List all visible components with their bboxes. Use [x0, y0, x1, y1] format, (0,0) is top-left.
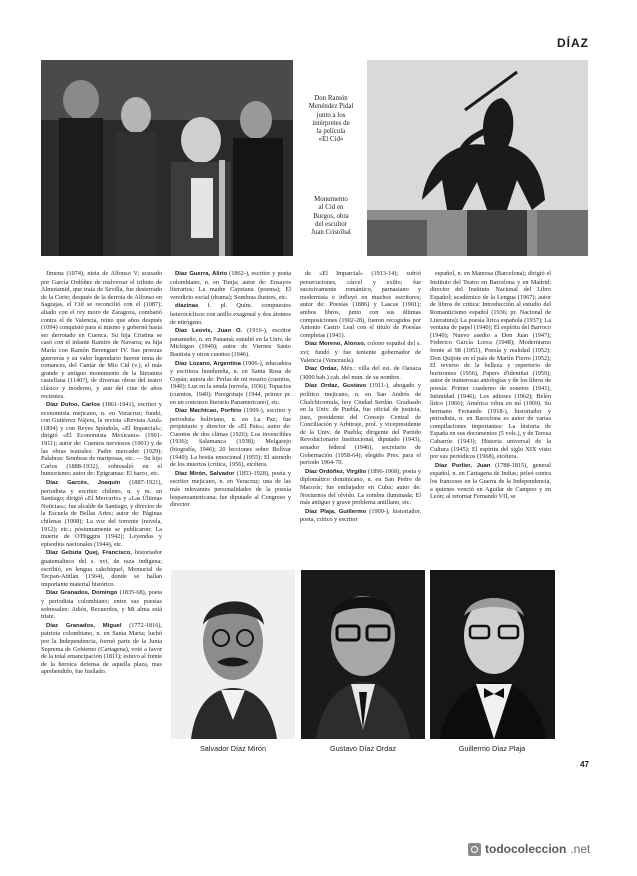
text-column-3	[300, 270, 421, 566]
watermark	[468, 842, 590, 856]
portrait-salvador-diaz-miron	[171, 570, 295, 739]
portrait-caption: Guillermo Díaz Plaja	[458, 744, 526, 753]
dictionary-entry: Díaz Ordóñez, Virgilio (1896-1968), poeta y diplomático dominicano, n. en San Pedro de Macorís; fue embajador en Cuba; autor de: Nocturnos del olvido. La sombra iluminada; El más antiguo y grave problema antillano, etc.	[300, 467, 422, 507]
dictionary-entry: Díaz Ordaz, Méx.: villa del est. de Oaxaca (3000 hab.) cab. del mun. de su nombre.	[300, 365, 422, 381]
text-column-1	[41, 270, 162, 747]
dictionary-entry: diazinas f. pl. Quím. compuestos heterocíclicos con anillo exagonal y dos átomos de nitrógeno.	[170, 302, 291, 326]
portrait-caption: Salvador Díaz Mirón	[199, 744, 267, 753]
dictionary-entry: Díaz Leovis, Juan O. (1916-), escritor panameño, n. en Panamá; estudió en la Univ. de Michigan (1949); autor de Viernes Santo Bautista y otros cuentos (1946).	[170, 327, 291, 358]
caption-el-cid-film: Don Ramón Menéndez Pidal junto a los intérpretes de la película «El Cid»	[308, 95, 354, 144]
dictionary-entry: Díaz Garcés, Joaquín (1887-1921), periodista y escritor chileno, n. y m. en Santiago; dirigió «El Mercurio» y «Las Últimas Noticias»; fue alcalde de Santiago, y director de la Escuela de Bellas Artes; autor de: Páginas chilenas (1908); La voz del torrente (novela, 1912); etc.; póstumamente se publicaron: La muerte de O'Higgins (1942); Leyendas y episodios nacionales (1944), etc.	[41, 479, 162, 548]
page-number: 47	[580, 760, 589, 769]
caption-cid-monument: Monumento al Cid en Burgos, obra del escultor Juan Cristóbal	[311, 196, 351, 237]
dictionary-entry: Díaz Moreno, Alonso, colono español del s. xvi; fundó y fue teniente gobernador de Valencia (Venezuela).	[300, 340, 421, 364]
photo-cid-monument	[367, 60, 588, 256]
dictionary-entry: Díaz Granados, Domingo (1835-68), poeta y periodista colombiano; entre sus poesías sobresalen: Adiós, Recuerdos, y Mi alma está triste.	[41, 589, 163, 621]
text-column-2	[170, 270, 291, 566]
dictionary-entry: Díaz Machicao, Porfirio (1909-), escritor y periodista boliviano, n. en La Paz; fue propietario y director de «El Pais»; autor de: Cuentos de dos climas (1926); Los invencibles (1936); Salamanca (1938); Melgarejo (biografía, 1946); 20 lecciones sobre Bolívar (1949); La bestia emocional (1955); El atenedo de los muertos (crítica, 1956), etcétera.	[170, 407, 292, 469]
dictionary-entry: Díaz Porlier, Juan (1788-1815), general español, n. en Cartagena de Indias; peleó contra los franceses en la Guerra de la Independencia, a quienes venció en Aguilar de Campoo y en León; al retornar Fernando VII, se	[430, 461, 551, 501]
dictionary-entry: Díaz Dufoo, Carlos (1861-1941), escritor y economista mejicano, n. en Veracruz; fundó, con Gutiérrez Nájera, la revista «Revista Azul» (1894) y con Reyes Spíndola, «El Imparcial»; dirigió «El Economista Mexicano» (1901-1911); autor de: Cuentos nerviosos (1901) y de las obras teatrales: Padre mercader (1929); Palabras: Sombras de mariposas, etc. — Su hijo Carlos (1888-1932), sobresalió en el humorismo; autor de: Epigramas: El barco, etc.	[41, 401, 162, 478]
portrait-guillermo-diaz-plaja	[430, 570, 555, 739]
portrait-caption: Gustavo Díaz Ordaz	[329, 744, 397, 753]
dictionary-entry: Díaz Granados, Miguel (1772-1816), patriota colombiano, n. en Santa Marta; luchó por la Independencia, formó parte de la Junta Suprema de Gobierno (Cartagena), votó a favor de la total emancipación (1811); estuvo al frente de la heroica defensa de aquella plaza, mas aprehendido, fue fusilado.	[41, 621, 162, 676]
watermark-tld: .net	[570, 842, 591, 856]
dictionary-entry: Díaz Mirón, Salvador (1853-1928), poeta y escritor mejicano, n. en Veracruz; una de las más relevantes personalidades de la poesía hispanoamericana; fue diputado al Congreso y director	[170, 469, 291, 509]
watermark-logo-icon	[468, 843, 481, 856]
dictionary-entry: español, n. en Manresa (Barcelona); dirigió el Instituto del Teatro en Barcelona y en Madrid; director del Instituto Nacional del Libro Español; académico de la Lengua (1967); autor de libros de crítica: Introducción al estudio del Romanticismo español (1936; pr. Nacional de Literatura); La poesía lírica española (1937); La ventana de papel (1940); El espíritu del Barroco (1940); Nuevo asedio a Don Juan (1947); Federico García Lorca (1948); Modernismo frente al 98 (1951), Poesía y realidad (1952); Don Quijote en el país de Martín Fierro (1952); El reverso de la belleza y repertorio de horizontes (1956), Papers d'identitat (1959); autor de numerosas antologías y de los libros de poesía: Primer cuaderno de sonetos (1941), Intimidad (1946); Los adioses (1962); Belén lírico (1966); América vibra en mí (1969). Su hermano Fernando (1918-), historiador y periodista, n. en Barcelona es autor de varias compilaciones importantes: La historia de España en sus documentos (5 vols.), y de Teresa Cabarrús (1943); Historia universal de la Cultura (1945); El espíritu del siglo XIX visto por sus periódicos (1968), etcétera.	[430, 270, 551, 461]
dictionary-entry: Díaz Gebuta Quej, Francisco, historiador guatemalteco del s. xvi, de raza indígena; escribió, en lengua cakchiquel, Memorial de Tecpan-Atitlán (1564), donde se hallan importante material histórico.	[41, 549, 163, 588]
portrait-gustavo-diaz-ordaz	[301, 570, 425, 739]
running-head: DÍAZ	[557, 36, 589, 50]
dictionary-entry: Díaz Plaja, Guillermo (1909-), historiador, poeta, crítico y escritor	[300, 507, 421, 524]
dictionary-entry: Díaz Guerra, Alirio (1862-), escritor y poeta colombiano, n. en Tunja; autor de: Ensayos literarios; La madre Cayetana (poema); El veredicto social (drama); Sombras ilustres, etc.	[170, 270, 291, 301]
dictionary-entry: Díaz Lozano, Argentina (1906-), educadora y escritora hondureña, n. en Santa Rosa de Copán; autora de: Perlas de mi rosario (cuentos, 1940); Luz en la senda (novela, 1936); Topacios (cuentos, 1940); Peregrinaje (1944, primer pr. en un concurso literario Panamericano), etc.	[170, 359, 292, 406]
dictionary-entry: Díaz Ordaz, Gustavo (1911-), abogado y político mejicano, n. en San Andrés de Chalchicomula, hoy Ciudad Serdán. Graduado en la Univ. de Puebla, fue oficial de justicia, juez, presidente del Consejo Central de Conciliación y Arbitraje, prof. y vicepresidente de la Univ. de Puebla; dirigente del Partido Revolucionario Institucional, diputado (1943), senador federal (1946), secretario de Gobernación (1958-64); elegido Pres. para el periodo 1964-70.	[300, 382, 421, 467]
dictionary-entry: Jimena (1074), nieta de Alfonso V; acusado por García Ordóñez de malversar el tributo de Almotamid, que traía de Sevilla, fue desterrado de la Corte; después de la derrota de Alfonso en Sagrajas, el Cid se reconcilió con él (1087); aliado con el rey moro de Zaragoza, combatió contra el de Valencia, reino que años después (1094) conquistó para sí mismo y gobernó hasta ser derrotado en Cuenca. Su hija Cristina se casó con el infante Ramiro de Navarra; su hija María con Ramón Berenguer IV. Sus proezas guerreras y su valor legendario fueron tema de romances, del Cantar de Mio Cid (v.), el más grande y antiguo monumento de la literatura castellana (1140?), de diversas obras del teatro clásico y moderno, y aun del cine de años recientes.	[41, 270, 162, 400]
watermark-brand: todocoleccion	[485, 842, 567, 856]
dictionary-entry: de «El Imparcial» (1913-14); sufrió persecuciones, cárcel y exilio; fue sucesivamente romántico, parnasiano y modernista e influyó en muchos escritores; autor de: Poesías (1886) y Lascas (1901); ambos libros, junto con sus últimas composiciones (1902-28), fueron recogidos por Antonio Castro Leal con el título de Poesías completas (1941).	[300, 270, 421, 339]
text-column-4	[430, 270, 551, 566]
photo-el-cid-film	[41, 60, 293, 256]
